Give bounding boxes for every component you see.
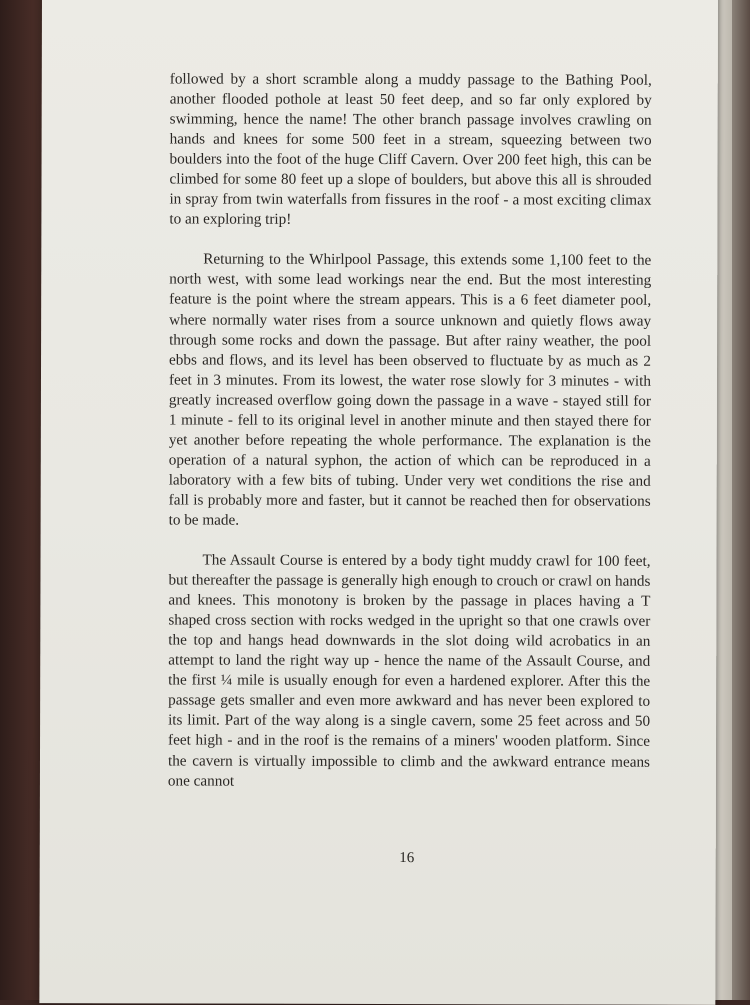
- page-number: 16: [399, 850, 415, 867]
- paragraph-3: The Assault Course is entered by a body tight muddy crawl for 100 feet, but thereafter the passage is generally high enough to crouch or crawl on hands and knees. This monotony is broken by the passage in places having a T shaped cross section with rocks wedged in the upright so that one crawls over the top and hangs head downwards in the slot doing wild acrobatics in an attempt to land the right way up - hence the name of the Assault Course, and the first ¼ mile is usually enough for even a hardened explorer. After this the passage gets smaller and even more awkward and has never been explored to its limit. Part of the way along is a single cavern, some 25 feet across and 50 feet high - and in the roof is the remains of a miners' wooden platform. Since the cavern is virtually impossible to climb and the awkward entrance means one cannot: [167, 551, 651, 790]
- body-text: [168, 69, 652, 812]
- paragraph-2: Returning to the Whirlpool Passage, this extends some 1,100 feet to the north west, with some lead workings near the end. But the most interesting feature is the point where the stream appears. This is a 6 feet diameter pool, where normally water rises from a source unknown and quietly flows away through some rocks and down the passage. But after rainy weather, the pool ebbs and flows, and its level has been observed to fluctuate by as much as 2 feet in 3 minutes. From its lowest, the water rose slowly for 3 minutes - with greatly increased overflow going down the passage in a wave - stayed still for 1 minute - fell to its original level in another minute and then stayed there for yet another before repeating the whole performance. The explanation is the operation of a natural syphon, the action of which can be reproduced in a laboratory with a few bits of tubing. Under very wet conditions the rise and fall is probably more and faster, but it cannot be reached then for observations to be made.: [168, 250, 652, 529]
- booklet-page: [39, 0, 718, 1005]
- paragraph-1: followed by a short scramble along a muddy passage to the Bathing Pool, another flooded pothole at least 50 feet deep, and so far only explored by swimming, hence the name! The other branch passage involves crawling on hands and knees for some 500 feet in a stream, squeezing between two boulders into the foot of the huge Cliff Cavern. Over 200 feet high, this can be climbed for some 80 feet up a slope of boulders, but above this all is shrouded in spray from twin waterfalls from fissures in the roof - a most exciting climax to an exploring trip!: [169, 70, 652, 229]
